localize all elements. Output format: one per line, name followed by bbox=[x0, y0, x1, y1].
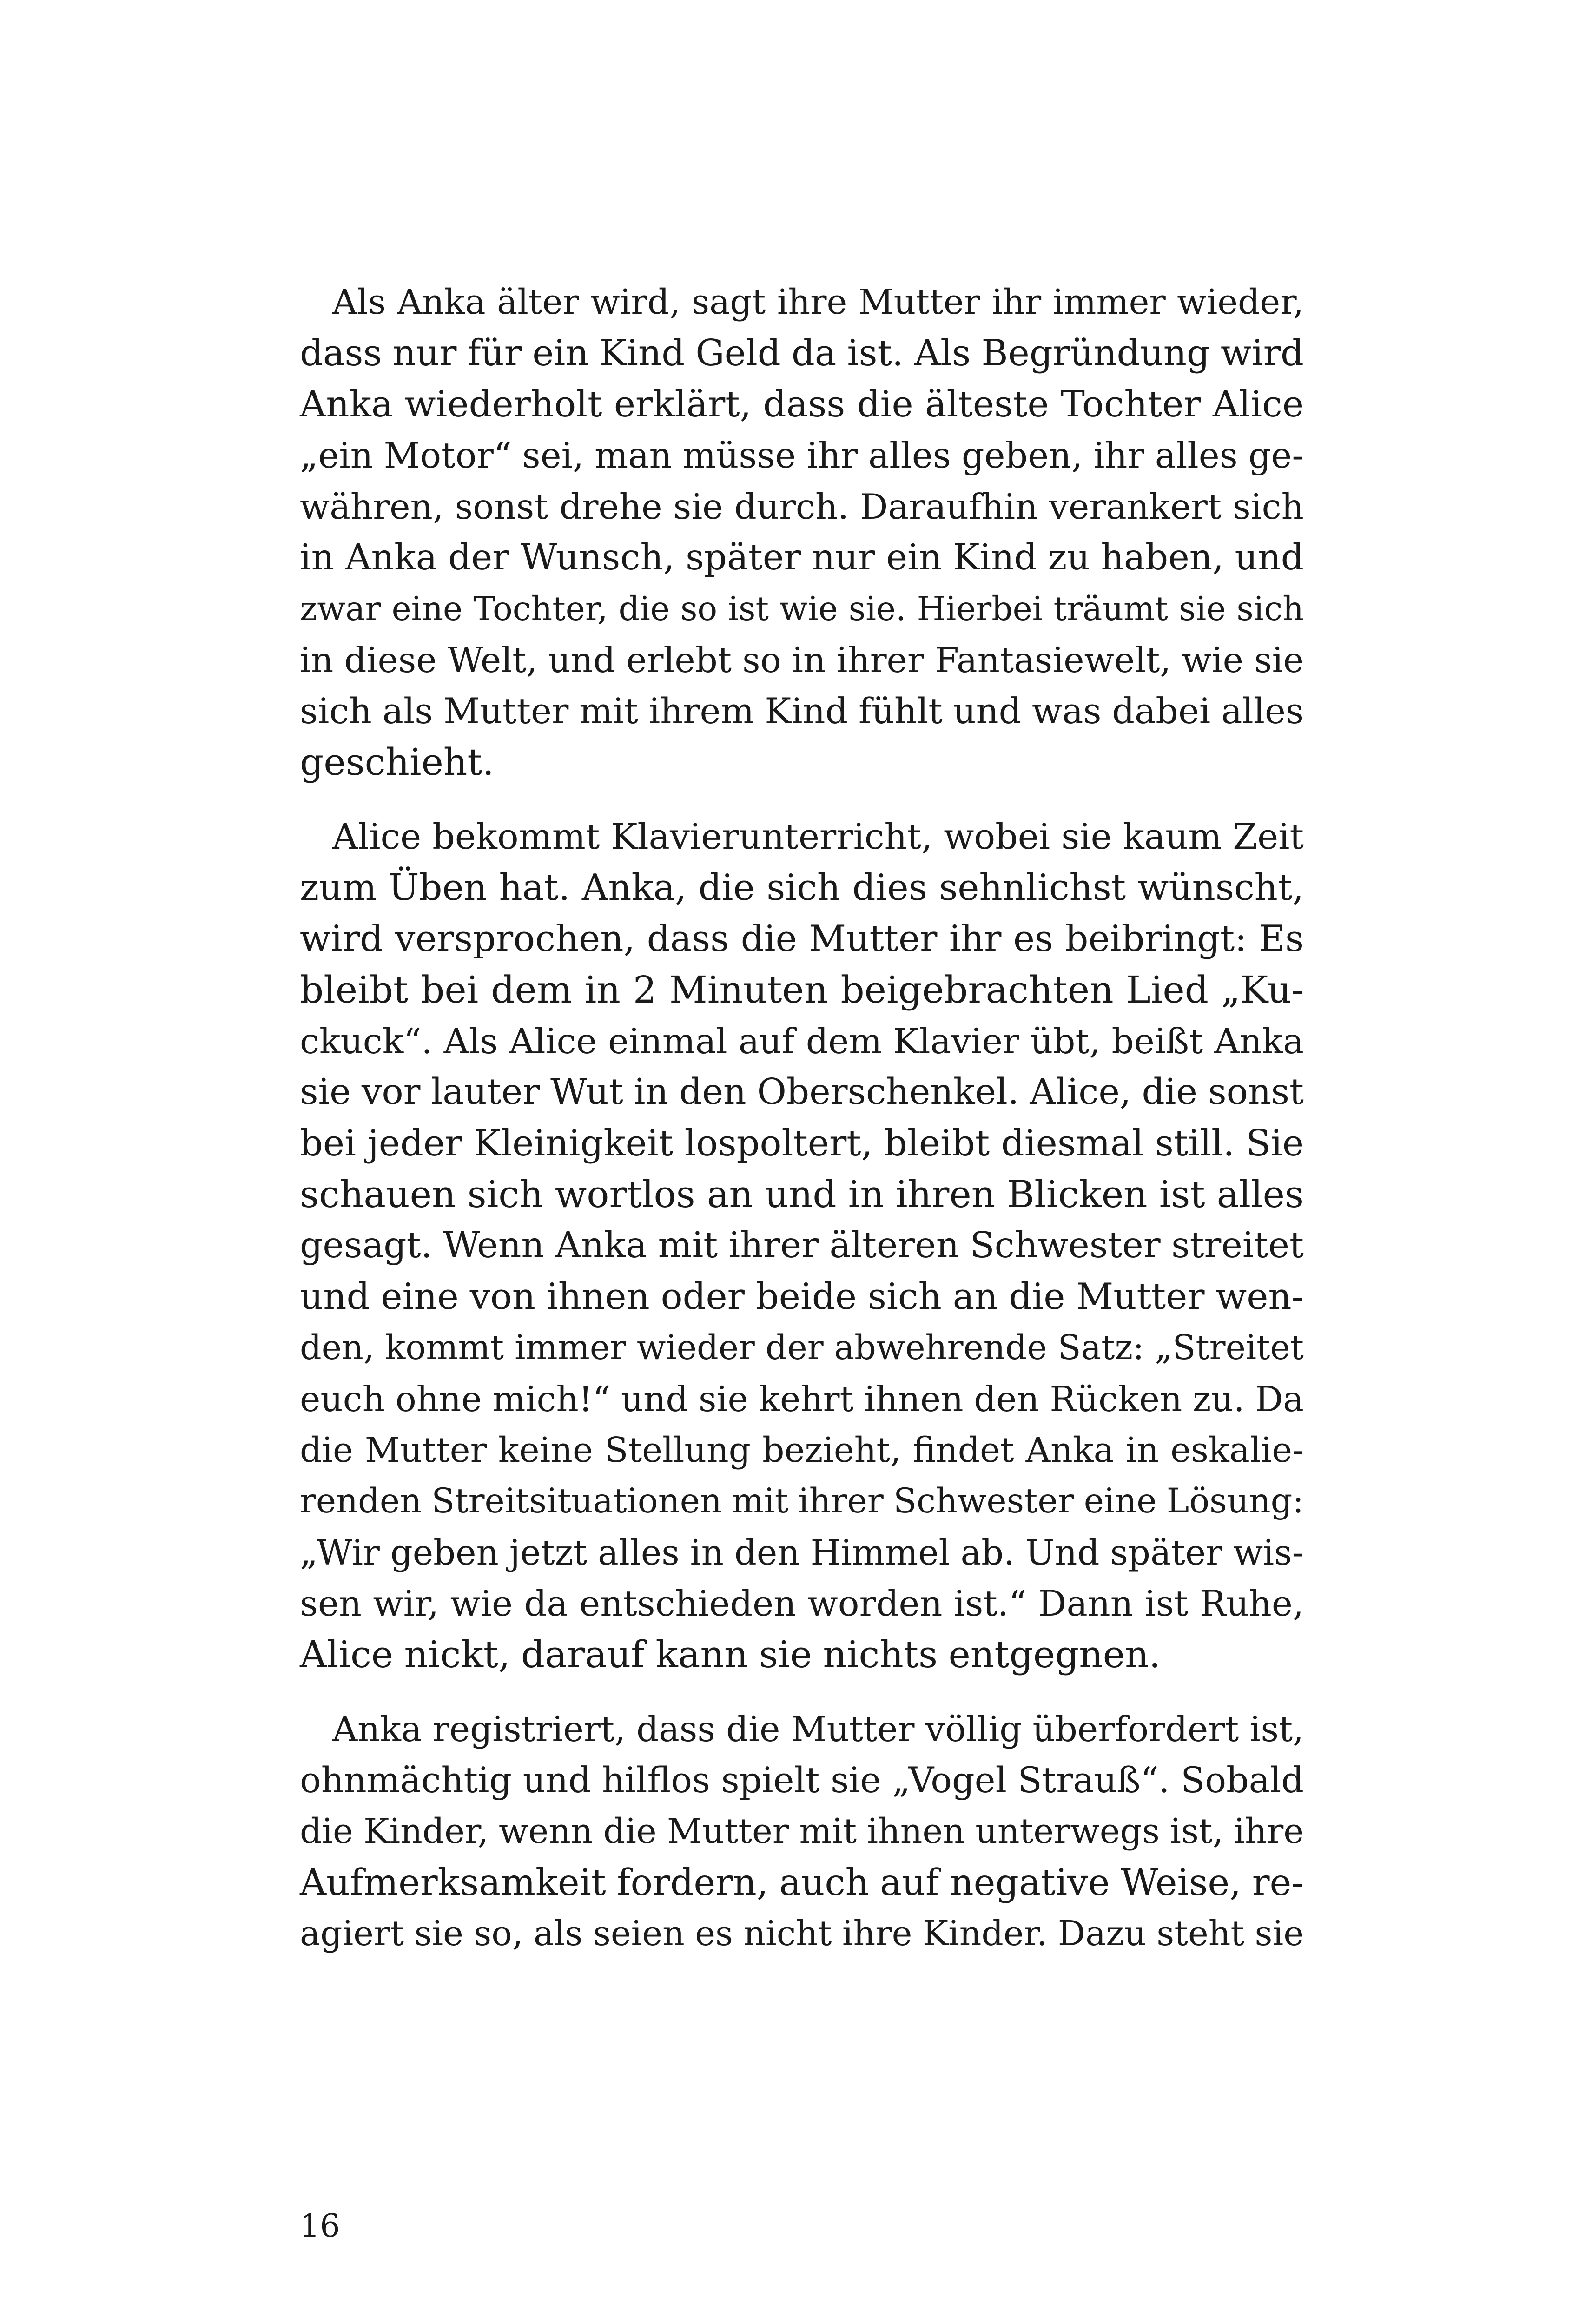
text-line: den, kommt immer wieder der abwehrende Satz: „Streitet bbox=[300, 1328, 1304, 1367]
text-line: Anka wiederholt erklärt, dass die älteste Tochter Alice bbox=[300, 383, 1304, 425]
text-line: zwar eine Tochter, die so ist wie sie. Hierbei träumt sie sich bbox=[300, 589, 1304, 628]
text-line: ckuck“. Als Alice einmal auf dem Klavier übt, beißt Anka bbox=[300, 1021, 1304, 1062]
body-text bbox=[300, 277, 1304, 1959]
text-line: währen, sonst drehe sie durch. Daraufhin verankert sich bbox=[300, 486, 1304, 527]
text-line: dass nur für ein Kind Geld da ist. Als Begründung wird bbox=[300, 332, 1304, 374]
text-line: bleibt bei dem in 2 Minuten beigebrachten Lied „Ku- bbox=[300, 968, 1304, 1011]
text-line: Aufmerksamkeit fordern, auch auf negative Weise, re- bbox=[300, 1861, 1304, 1904]
text-line: geschieht. bbox=[300, 740, 494, 784]
text-line: in diese Welt, und erlebt so in ihrer Fantasiewelt, wie sie bbox=[300, 640, 1304, 680]
text-line: die Mutter keine Stellung bezieht, findet Anka in eskalie- bbox=[300, 1430, 1304, 1470]
text-line: Alice bekommt Klavierunterricht, wobei sie kaum Zeit bbox=[332, 816, 1304, 857]
text-line: ohnmächtig und hilflos spielt sie „Vogel Strauß“. Sobald bbox=[300, 1759, 1304, 1801]
text-line: Alice nickt, darauf kann sie nichts entgegnen. bbox=[300, 1633, 1161, 1676]
text-line: agiert sie so, als seien es nicht ihre Kinder. Dazu steht sie bbox=[300, 1914, 1304, 1954]
text-line: sen wir, wie da entschieden worden ist.“ Dann ist Ruhe, bbox=[300, 1583, 1304, 1624]
paragraph-2 bbox=[300, 811, 1304, 1680]
text-line: gesagt. Wenn Anka mit ihrer älteren Schwester streitet bbox=[300, 1225, 1304, 1266]
text-line: und eine von ihnen oder beide sich an die Mutter wen- bbox=[300, 1276, 1304, 1318]
text-line: schauen sich wortlos an und in ihren Blicken ist alles bbox=[300, 1173, 1304, 1216]
text-line: Anka registriert, dass die Mutter völlig überfordert ist, bbox=[332, 1709, 1304, 1750]
text-line: sich als Mutter mit ihrem Kind fühlt und was dabei alles bbox=[300, 690, 1304, 732]
text-line: „ein Motor“ sei, man müsse ihr alles geben, ihr alles ge- bbox=[300, 435, 1304, 476]
page-number: 16 bbox=[300, 2208, 340, 2245]
text-line: „Wir geben jetzt alles in den Himmel ab. Und später wis- bbox=[300, 1532, 1304, 1573]
text-line: wird versprochen, dass die Mutter ihr es beibringt: Es bbox=[300, 918, 1304, 960]
paragraph-1 bbox=[300, 277, 1304, 788]
text-line: zum Üben hat. Anka, die sich dies sehnlichst wünscht, bbox=[300, 867, 1304, 909]
text-line: renden Streitsituationen mit ihrer Schwester eine Lösung: bbox=[300, 1481, 1304, 1521]
text-line: bei jeder Kleinigkeit lospoltert, bleibt diesmal still. Sie bbox=[300, 1122, 1304, 1164]
text-line: in Anka der Wunsch, später nur ein Kind zu haben, und bbox=[300, 537, 1304, 578]
paragraph-3 bbox=[300, 1703, 1304, 1959]
text-line: sie vor lauter Wut in den Oberschenkel. Alice, die sonst bbox=[300, 1071, 1304, 1113]
text-line: euch ohne mich!“ und sie kehrt ihnen den Rücken zu. Da bbox=[300, 1379, 1304, 1419]
text-line: Als Anka älter wird, sagt ihre Mutter ihr immer wieder, bbox=[332, 282, 1304, 322]
text-line: die Kinder, wenn die Mutter mit ihnen unterwegs ist, ihre bbox=[300, 1811, 1304, 1851]
